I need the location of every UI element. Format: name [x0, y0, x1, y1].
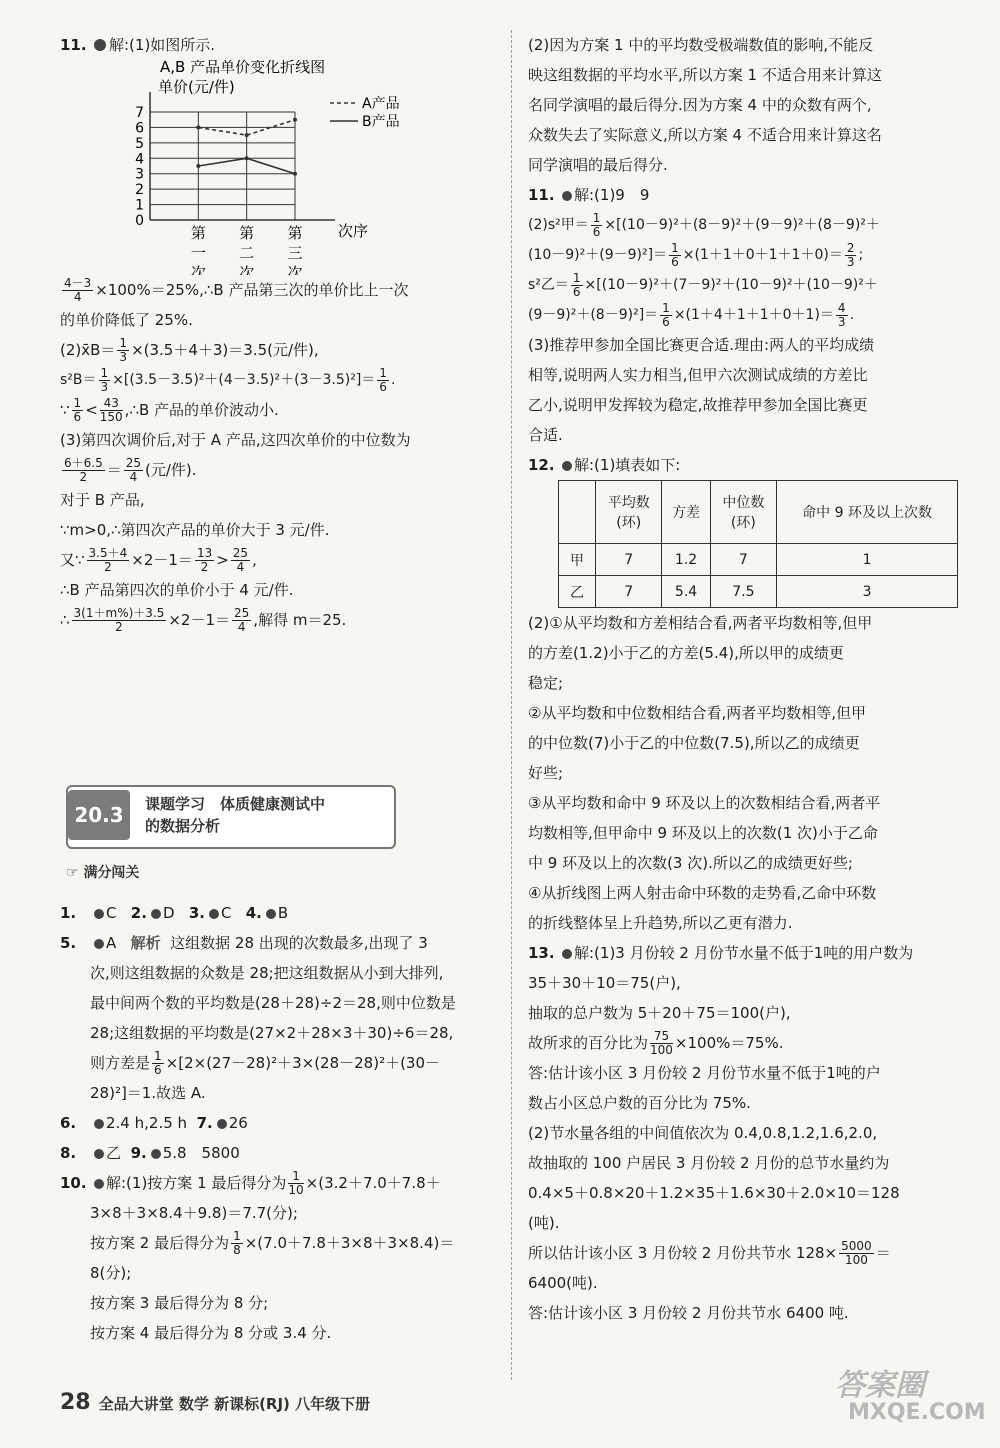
q11-l6: (3)推荐甲参加全国比赛更合适.理由:两人的平均成绩	[528, 336, 875, 354]
x-tick-label: 一	[190, 244, 206, 262]
q5-l1: 5. A 解析 这组数据 28 出现的次数最多,出现了 3	[60, 934, 428, 952]
l2: 的单价降低了 25%.	[60, 311, 193, 329]
q6-q7: 6. 2.4 h,2.5 h 7. 26	[60, 1114, 248, 1132]
q11-l8: 乙小,说明甲发挥较为稳定,故推荐甲参加全国比赛更	[528, 396, 868, 414]
r3: 名同学演唱的最后得分.因为方案 4 中的众数有两个,	[528, 96, 872, 114]
q13-l13: 答:估计该小区 3 月份较 2 月份共节水 6400 吨.	[528, 1304, 849, 1322]
q13-l3: 抽取的总户数为 5＋20＋75＝100(户),	[528, 1004, 791, 1022]
y-tick-label: 2	[135, 182, 144, 199]
q11-l9: 合适.	[528, 426, 563, 444]
q12-p3: 稳定;	[528, 674, 564, 692]
series-a-point	[196, 125, 200, 129]
watermark-logo: 答案圈	[835, 1368, 925, 1403]
q10-l2: 3×8＋3×8.4＋9.8)＝7.7(分);	[90, 1204, 298, 1222]
answer-key-icon	[562, 461, 572, 471]
q8-q9: 8. 乙 9. 5.8 5800	[60, 1144, 240, 1162]
q12-l1: 12. 解:(1)填表如下:	[528, 456, 681, 474]
answer-key-icon	[209, 909, 219, 919]
answer-key-icon	[266, 909, 276, 919]
q10-l6: 按方案 4 最后得分为 8 分或 3.4 分.	[90, 1324, 332, 1342]
chart-svg	[130, 60, 460, 275]
l4: s²B＝ $\frac{1}{3}$ ×[(3.5－3.5)²＋(4－3.5)²＋(3－3.5)²]＝ $\frac{1}{6}$ .	[60, 365, 396, 394]
answer-key-icon	[94, 939, 104, 949]
r4: 众数失去了实际意义,所以方案 4 不适合用来计算这名	[528, 126, 882, 144]
series-b-point	[196, 164, 200, 168]
q10-l4: 8(分);	[90, 1264, 132, 1282]
table-row: 甲 7 1.2 7 1	[559, 544, 958, 576]
x-tick-label: 第	[239, 224, 255, 242]
manfen-heading: ☞ 满分闯关	[66, 865, 140, 881]
legend-a-label: A产品	[362, 96, 400, 112]
table-header-hits: 命中 9 环及以上次数	[777, 481, 958, 544]
series-b-point	[245, 156, 249, 160]
q10-l1: 10. 解:(1)按方案 1 最后得分为 $\frac{1}{10}$ ×(3.2＋7.0＋7.8＋	[60, 1169, 441, 1197]
l12: ∴ $\frac{3(1+m\%)+3.5}{2}$ ×2－1＝ $\frac{25}{4}$ ,解得 m＝25.	[60, 606, 347, 634]
section-title: 课题学习 体质健康测试中 的数据分析	[145, 795, 326, 835]
q11-l1: 11. 解:(1)9 9	[528, 186, 650, 204]
q13-l5: 答:估计该小区 3 月份较 2 月份节水量不低于1吨的户	[528, 1064, 881, 1082]
q5-l4: 28;这组数据的平均数是(27×2＋28×3＋30)÷6＝28,	[90, 1024, 454, 1042]
chart-xlabel: 次序	[338, 222, 369, 240]
l6: (3)第四次调价后,对于 A 产品,这四次单价的中位数为	[60, 431, 411, 449]
q5-l5: 则方差是 $\frac{1}{6}$ ×[2×(27－28)²＋3×(28－28)²＋(30－	[90, 1049, 441, 1077]
right-column	[528, 30, 968, 1328]
q13-l4: 故所求的百分比为 $\frac{75}{100}$ ×100%＝75%.	[528, 1029, 784, 1057]
q13-l8: 故抽取的 100 户居民 3 月份较 2 月份的总节水量约为	[528, 1154, 890, 1172]
answer-key-icon	[94, 1119, 104, 1129]
q13-l2: 35＋30＋10＝75(户),	[528, 974, 681, 992]
l11: ∴B 产品第四次的单价小于 4 元/件.	[60, 581, 294, 599]
r2: 映这组数据的平均水平,所以方案 1 不适合用来计算这	[528, 66, 882, 84]
y-tick-label: 0	[135, 213, 144, 229]
legend-b-label: B产品	[362, 114, 400, 130]
l9: ∵m>0,∴第四次产品的单价大于 3 元/件.	[60, 521, 330, 539]
answer-key-icon	[94, 39, 106, 51]
x-tick-label: 次	[239, 264, 255, 275]
answer-key-icon	[94, 1149, 104, 1159]
left-column-lower	[60, 898, 500, 1348]
q13-l11: 所以估计该小区 3 月份较 2 月份共节水 128× $\frac{5000}{100}$ ＝	[528, 1239, 891, 1267]
q13-l6: 数占小区总户数的百分比为 75%.	[528, 1094, 751, 1112]
y-tick-label: 3	[135, 166, 144, 183]
answer-key-icon	[217, 1119, 227, 1129]
q12-p1: (2)①从平均数和方差相结合看,两者平均数相等,但甲	[528, 614, 873, 632]
series-a-point	[293, 118, 297, 122]
x-tick-label: 三	[287, 244, 303, 262]
q11-l2: (2)s²甲＝ $\frac{1}{6}$ ×[(10－9)²＋(8－9)²＋(9－9)²＋(8－9)²＋	[528, 210, 880, 239]
table-header-med: 中位数 (环)	[710, 481, 776, 544]
footer-text: 全品大讲堂 数学 新课标(RJ) 八年级下册	[98, 1395, 371, 1413]
page-number: 28	[60, 1390, 91, 1415]
section-number: 20.3	[68, 790, 130, 840]
y-tick-label: 1	[135, 197, 144, 214]
series-b-point	[293, 172, 297, 176]
q11-l3: (10－9)²＋(9－9)²]＝ $\frac{1}{6}$ ×(1＋1＋0＋1＋1＋0)＝ $\frac{2}{3}$ ;	[528, 240, 864, 269]
answers-1-4: 1. C 2. D 3. C 4. B	[60, 904, 289, 922]
left-column	[60, 30, 500, 635]
q11-l7: 相等,说明两人实力相当,但甲六次测试成绩的方差比	[528, 366, 868, 384]
x-tick-label: 第	[287, 224, 303, 242]
q10-l5: 按方案 3 最后得分为 8 分;	[90, 1294, 269, 1312]
chart-ylabel: 单价(元/件)	[158, 78, 235, 96]
score-table	[558, 480, 958, 608]
x-tick-label: 次	[287, 264, 303, 275]
q11-heading: 11. 解:(1)如图所示.	[60, 36, 216, 54]
table-header-var: 方差	[662, 481, 710, 544]
y-tick-label: 5	[135, 135, 144, 152]
l7: $\frac{6+6.5}{2}$ ＝ $\frac{25}{4}$ (元/件).	[64, 456, 197, 484]
l10: 又∵ $\frac{3.5+4}{2}$ ×2－1＝ $\frac{13}{2}$ > $\frac{25}{4}$ ,	[60, 546, 257, 574]
q12-p8: 均数相等,但甲命中 9 环及以上的次数(1 次)小于乙命	[528, 824, 878, 842]
q13-l9: 0.4×5＋0.8×20＋1.2×35＋1.6×30＋2.0×10＝128	[528, 1184, 900, 1202]
line-chart	[130, 60, 460, 275]
q5-l6: 28)²]＝1.故选 A.	[90, 1084, 206, 1102]
q12-p11: 的折线整体呈上升趋势,所以乙更有潜力.	[528, 914, 793, 932]
answer-key-icon	[151, 909, 161, 919]
l5: ∵ $\frac{1}{6}$ < $\frac{43}{150}$ ,∴B 产品的单价波动小.	[60, 396, 279, 424]
chart-plot	[135, 92, 335, 275]
answer-key-icon	[562, 191, 572, 201]
y-tick-label: 7	[135, 105, 144, 121]
q11-l4: s²乙＝ $\frac{1}{6}$ ×[(10－9)²＋(7－9)²＋(10－9)²＋(10－9)²＋	[528, 270, 878, 299]
x-tick-label: 第	[190, 224, 206, 242]
q13-l12: 6400(吨).	[528, 1274, 598, 1292]
watermark-url: MXQE.COM	[848, 1400, 986, 1425]
q12-p4: ②从平均数和中位数相结合看,两者平均数相等,但甲	[528, 704, 866, 722]
q5-l3: 最中间两个数的平均数是(28＋28)÷2＝28,则中位数是	[90, 994, 456, 1012]
q12-p7: ③从平均数和命中 9 环及以上的次数相结合看,两者平	[528, 794, 881, 812]
l1: $\frac{4-3}{4}$ ×100%＝25%,∴B 产品第三次的单价比上一次	[64, 276, 409, 304]
q5-l2: 次,则这组数据的众数是 28;把这组数据从小到大排列,	[90, 964, 444, 982]
series-a-point	[245, 133, 249, 137]
r1: (2)因为方案 1 中的平均数受极端数值的影响,不能反	[528, 36, 874, 54]
r5: 同学演唱的最后得分.	[528, 156, 668, 174]
answer-key-icon	[94, 1179, 104, 1189]
answer-key-icon	[562, 949, 572, 959]
q11-l5: (9－9)²＋(8－9)²]＝ $\frac{1}{6}$ ×(1＋4＋1＋1＋0＋1)＝ $\frac{4}{3}$ .	[528, 300, 855, 329]
table-header-row	[559, 481, 958, 544]
answer-key-icon	[94, 909, 104, 919]
q12-p10: ④从折线图上两人射击命中环数的走势看,乙命中环数	[528, 884, 877, 902]
column-divider	[511, 30, 512, 1380]
answer-key-icon	[151, 1149, 161, 1159]
q13-l1: 13. 解:(1)3 月份较 2 月份节水量不低于1吨的用户数为	[528, 944, 914, 962]
y-tick-label: 4	[135, 151, 144, 168]
table-header-avg: 平均数 (环)	[596, 481, 662, 544]
q10-l3: 按方案 2 最后得分为 $\frac{1}{8}$ ×(7.0＋7.8＋3×8＋3×8.4)＝	[90, 1229, 455, 1257]
q13-l10: (吨).	[528, 1214, 560, 1232]
q13-l7: (2)节水量各组的中间值依次为 0.4,0.8,1.2,1.6,2.0,	[528, 1124, 878, 1142]
x-tick-label: 二	[239, 244, 255, 262]
l3: (2)x̄B＝ $\frac{1}{3}$ ×(3.5＋4＋3)＝3.5(元/件),	[60, 336, 319, 364]
page-footer	[60, 1390, 370, 1415]
table-corner-cell	[559, 481, 596, 544]
q12-p5: 的中位数(7)小于乙的中位数(7.5),所以乙的成绩更	[528, 734, 860, 752]
q12-p6: 好些;	[528, 764, 564, 782]
q12-p9: 中 9 环及以上的次数(3 次).所以乙的成绩更好些;	[528, 854, 853, 872]
chart-title: A,B 产品单价变化折线图	[160, 60, 326, 76]
table-row: 乙 7 5.4 7.5 3	[559, 576, 958, 608]
x-tick-label: 次	[190, 264, 206, 275]
y-tick-label: 6	[135, 120, 144, 137]
l8: 对于 B 产品,	[60, 491, 145, 509]
q12-p2: 的方差(1.2)小于乙的方差(5.4),所以甲的成绩更	[528, 644, 844, 662]
